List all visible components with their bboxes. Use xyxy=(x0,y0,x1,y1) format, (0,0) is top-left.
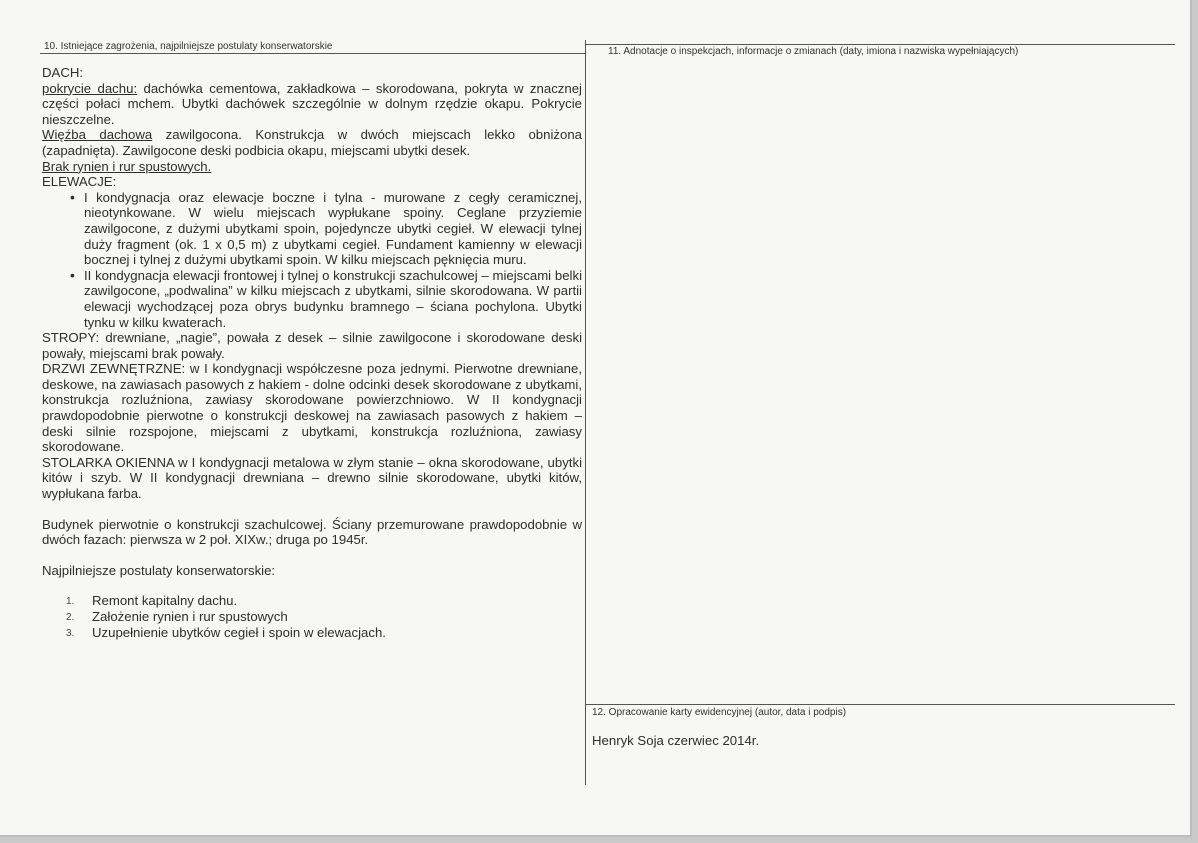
elewacje-heading: ELEWACJE: xyxy=(42,174,117,190)
top-rule-right xyxy=(585,44,1175,45)
pokrycie-text: dachówka cementowa, zakładkowa – skorodowana, pokryta w znacznej części połaci mchem. Ubytki dachówek szczególnie w dolnym rzędzie okapu. Pokrycie nieszczelne. xyxy=(42,80,582,127)
list-item: • I kondygnacja oraz elewacje boczne i tylna - murowane z cegły ceramicznej, nieotynkowane. W wielu miejscach wypłukane spoiny. Ceglane przyziemie zawilgocone, z dużymi ubytkami spoin, pojedyncze ubytki cegieł. W elewacji tylnej duży fragment (ok. 1 x 0,5 m) z ubytkami cegieł. Fundament kamienny w elewacji bocznej i tylnej z dużymi ubytkami spoin. W kilku miejscach pęknięcia muru. xyxy=(42,190,582,268)
wiezba-label: Więźba dachowa xyxy=(42,127,153,143)
budynek-paragraph: Budynek pierwotnie o konstrukcji szachulcowej. Ściany przemurowane prawdopodobnie w dwóch fazach: pierwsza w 2 poł. XIXw.; druga po 1945r. xyxy=(42,516,582,548)
postulaty-heading: Najpilniejsze postulaty konserwatorskie: xyxy=(42,562,276,578)
list-text: Uzupełnienie ubytków cegieł i spoin w elewacjach. xyxy=(92,624,386,640)
section-10-title: 10. Istniejące zagrożenia, najpilniejsze postulaty konserwatorskie xyxy=(44,41,333,52)
wiezba-text: zawilgocona. Konstrukcja w dwóch miejscach lekko obniżona (zapadnięta). Zawilgocone deski podbicia okapu, miejscami ubytki desek. xyxy=(42,127,582,158)
top-rule-left xyxy=(40,53,585,54)
pokrycie-label: pokrycie dachu: xyxy=(42,80,138,96)
section-12-title: 12. Opracowanie karty ewidencyjnej (autor, data i podpis) xyxy=(592,707,847,718)
dach-heading: DACH: xyxy=(42,65,84,80)
pokrycie-paragraph xyxy=(42,81,582,128)
section-10-content xyxy=(42,65,582,640)
elewacje-list xyxy=(42,190,582,330)
column-divider xyxy=(585,40,586,785)
list-item: • II kondygnacja elewacji frontowej i tylnej o konstrukcji szachulcowej – miejscami belki zawilgocone, „podwalina” w kilku miejscach z ubytkami, silnie skorodowana. W partii elewacji wychodzącej poza obrys budynku bramnego – ściana pochylona. Ubytki tynku w kilku kwaterach. xyxy=(42,268,582,330)
rynny-paragraph xyxy=(42,159,582,175)
author-signature: Henryk Soja czerwiec 2014r. xyxy=(592,733,760,748)
list-item xyxy=(42,593,582,609)
stolarka-paragraph: STOLARKA OKIENNA w I kondygnacji metalowa w złym stanie – okna skorodowane, ubytki kitów i szyb. W II kondygnacji drewniana – drewno silnie skorodowane, ubytki kitów, wypłukana farba. xyxy=(42,454,582,502)
section-12-rule xyxy=(585,704,1175,705)
list-item xyxy=(42,609,582,625)
stropy-paragraph: STROPY: drewniane, „nagie”, powała z desek – silnie zawilgocone i skorodowane deski powały, miejscami brak powały. xyxy=(42,330,582,361)
rynny-text: Brak rynien i rur spustowych. xyxy=(42,158,212,174)
drzwi-paragraph: DRZWI ZEWNĘTRZNE: w I kondygnacji współczesne poza jednymi. Pierwotne drewniane, deskowe, na zawiasach pasowych z hakiem - dolne odcinki desek skorodowane z ubytkami, konstrukcja rozluźniona, zawiasy skorodowane powierzchniowo. W II kondygnacji prawdopodobnie pierwotne o konstrukcji deskowej na zawiasach pasowych z hakiem – deski silnie rozspojone, miejscami z ubytkami, konstrukcja rozluźniona, zawiasy skorodowane. xyxy=(42,361,582,455)
list-item xyxy=(42,625,582,641)
list-number: 1. xyxy=(66,596,75,608)
list-number: 2. xyxy=(66,612,75,623)
list-number: 3. xyxy=(66,627,75,639)
postulaty-list xyxy=(42,593,582,640)
list-text: Założenie rynien i rur spustowych xyxy=(92,609,288,624)
section-11-title: 11. Adnotacje o inspekcjach, informacje o zmianach (daty, imiona i nazwiska wypełniających) xyxy=(608,46,1019,57)
wiezba-paragraph xyxy=(42,127,582,158)
list-text: Remont kapitalny dachu. xyxy=(92,593,238,609)
